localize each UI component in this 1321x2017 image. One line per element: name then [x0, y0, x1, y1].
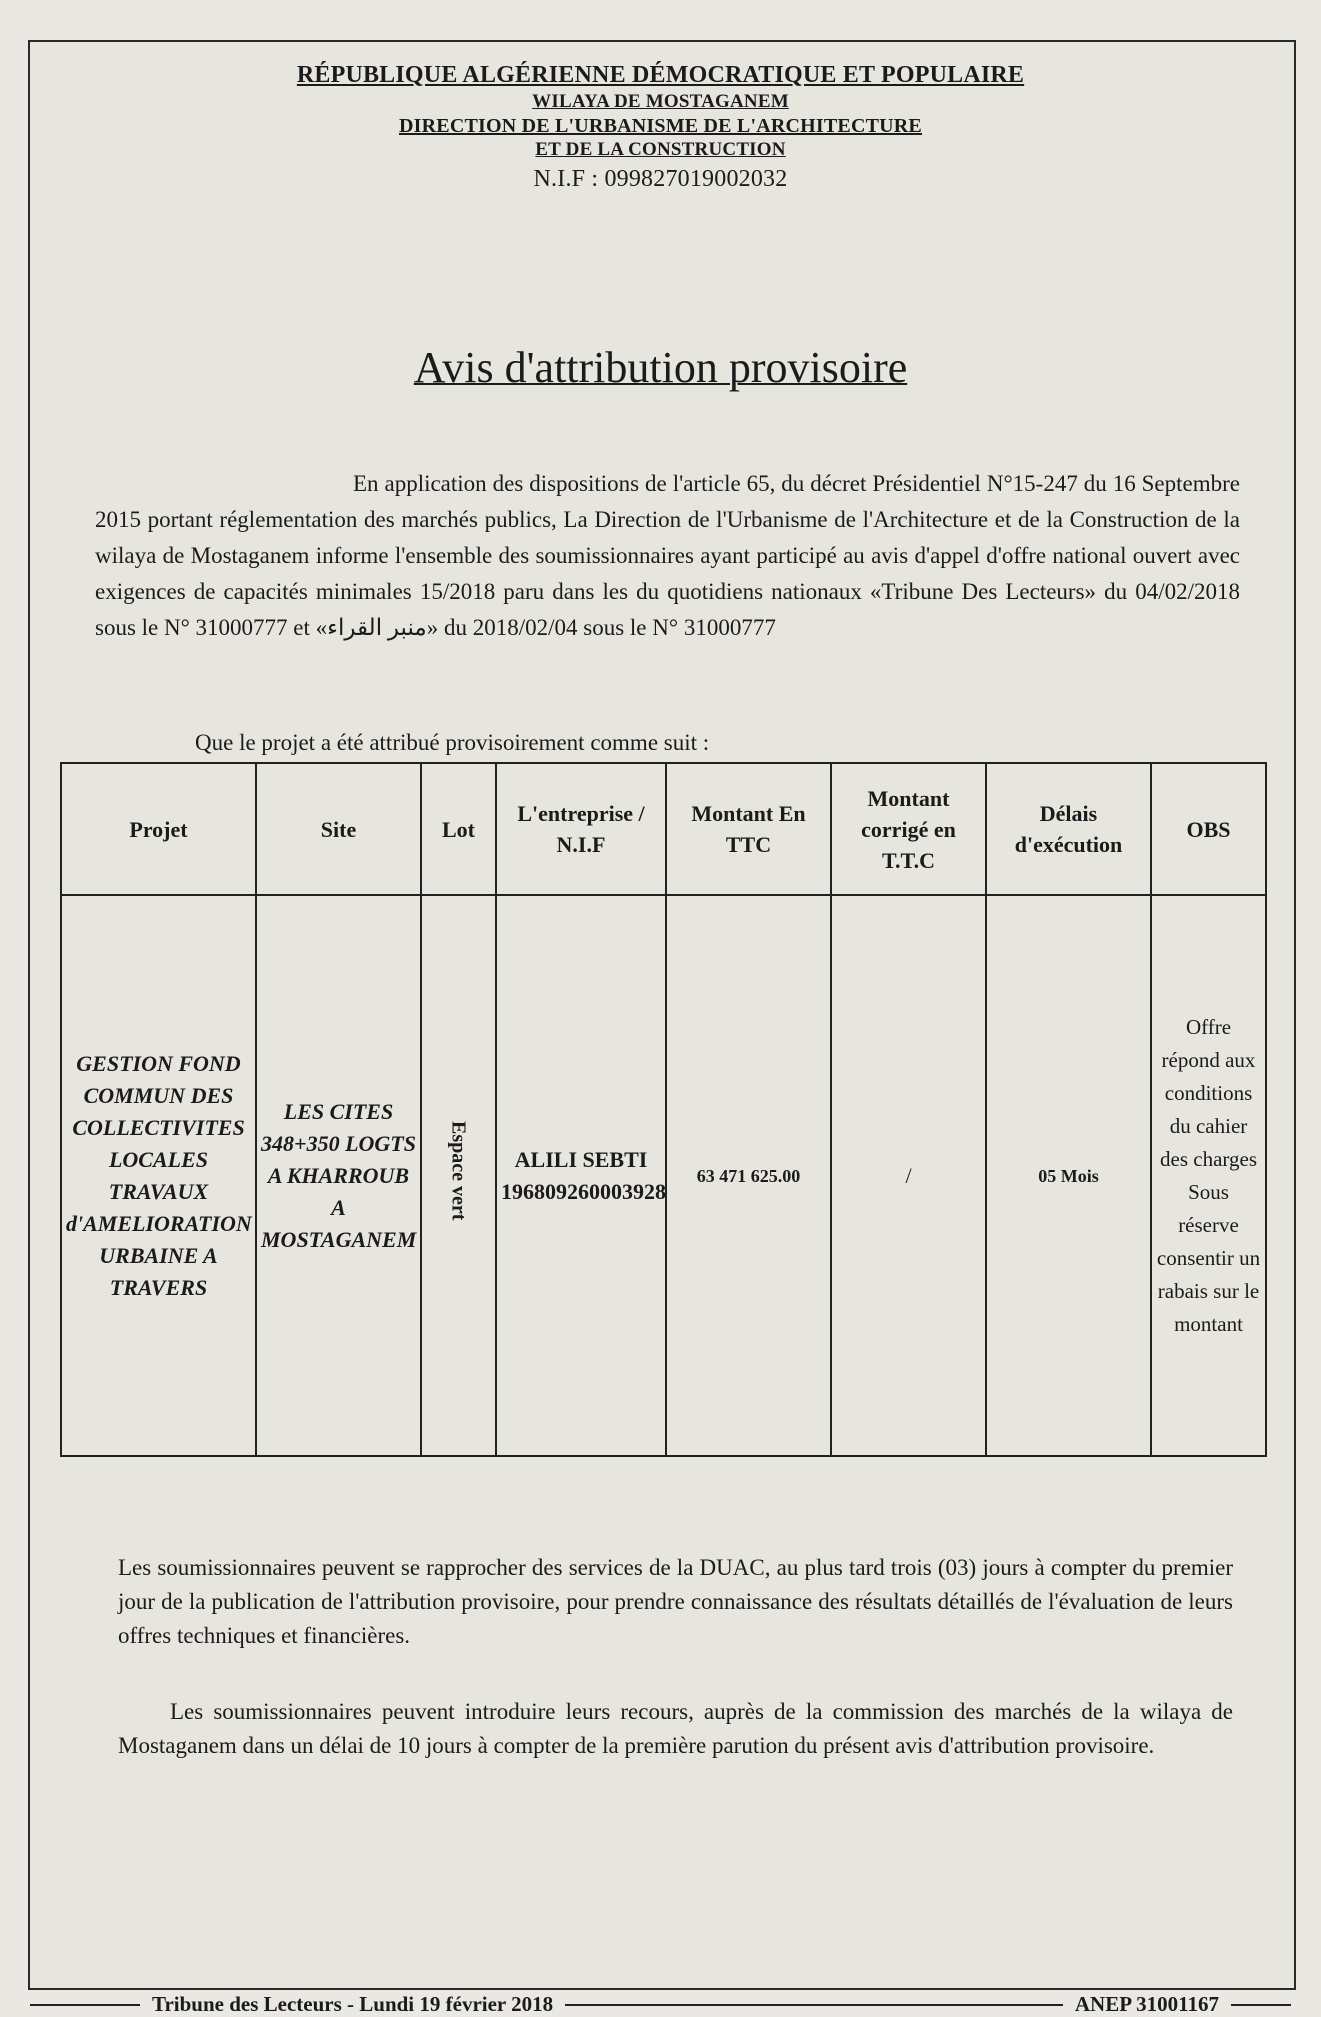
- direction-line: DIRECTION DE L'URBANISME DE L'ARCHITECTURE: [399, 115, 922, 137]
- cell-delais: 05 Mois: [986, 895, 1151, 1456]
- cell-obs: Offre répond aux conditions du cahier des charges Sous réserve consentir un rabais sur le montant: [1151, 895, 1266, 1456]
- lot-text: Espace vert: [447, 1121, 470, 1221]
- footer: [30, 1994, 1291, 2014]
- footer-publication: Tribune des Lecteurs - Lundi 19 février 2018: [140, 1992, 565, 2017]
- footer-anep: ANEP 31001167: [1063, 1992, 1231, 2017]
- cell-lot: [421, 895, 496, 1456]
- header: [0, 60, 1321, 196]
- attribution-table: [60, 762, 1267, 1457]
- attribution-subline: Que le projet a été attribué provisoirement comme suit :: [195, 730, 710, 755]
- nif-line: N.I.F : 099827019002032: [533, 166, 788, 192]
- col-projet: Projet: [61, 763, 256, 895]
- col-site: Site: [256, 763, 421, 895]
- table-row: [61, 895, 1266, 1456]
- col-obs: OBS: [1151, 763, 1266, 895]
- intro-paragraph: En application des dispositions de l'article 65, du décret Présidentiel N°15-247 du 16 Septembre 2015 portant réglementation des marchés publics, La Direction de l'Urbanisme de l'Architecture et de la Construction de la wilaya de Mostaganem informe l'ensemble des soumissionnaires ayant participé au avis d'appel d'offre national ouvert avec exigences de capacités minimales 15/2018 paru dans les du quotidiens nationaux «Tribune Des Lecteurs» du 04/02/2018 sous le N° 31000777 et «منبر القراء» du 2018/02/04 sous le N° 31000777: [95, 471, 1240, 640]
- col-delais: Délais d'exécution: [986, 763, 1151, 895]
- col-lot: Lot: [421, 763, 496, 895]
- wilaya-line: WILAYA DE MOSTAGANEM: [532, 91, 789, 112]
- recours-paragraph: Les soumissionnaires peuvent introduire leurs recours, auprès de la commission des marchés de la wilaya de Mostaganem dans un délai de 10 jours à compter de la première parution du présent avis d'attribution provisoire.: [118, 1699, 1233, 1758]
- col-corrige: Montant corrigé en T.T.C: [831, 763, 986, 895]
- col-montant: Montant En TTC: [666, 763, 831, 895]
- republic-line: RÉPUBLIQUE ALGÉRIENNE DÉMOCRATIQUE ET POPULAIRE: [296, 62, 1025, 88]
- col-entreprise: L'entreprise / N.I.F: [496, 763, 666, 895]
- cell-montant: 63 471 625.00: [666, 895, 831, 1456]
- construction-line: ET DE LA CONSTRUCTION: [535, 139, 786, 160]
- page-title: Avis d'attribution provisoire: [413, 343, 908, 392]
- table-header-row: [61, 763, 1266, 895]
- cell-site: LES CITES 348+350 LOGTS A KHARROUB A MOSTAGANEM: [256, 895, 421, 1456]
- cell-corrige: /: [831, 895, 986, 1456]
- cell-entreprise: ALILI SEBTI 196809260003928: [496, 895, 666, 1456]
- duac-paragraph: Les soumissionnaires peuvent se rapprocher des services de la DUAC, au plus tard trois (03) jours à compter du premier jour de la publication de l'attribution provisoire, pour prendre connaissance des résultats détaillés de l'évaluation de leurs offres techniques et financières.: [118, 1555, 1233, 1648]
- cell-projet: GESTION FOND COMMUN DES COLLECTIVITES LOCALES TRAVAUX d'AMELIORATION URBAINE A TRAVERS: [61, 895, 256, 1456]
